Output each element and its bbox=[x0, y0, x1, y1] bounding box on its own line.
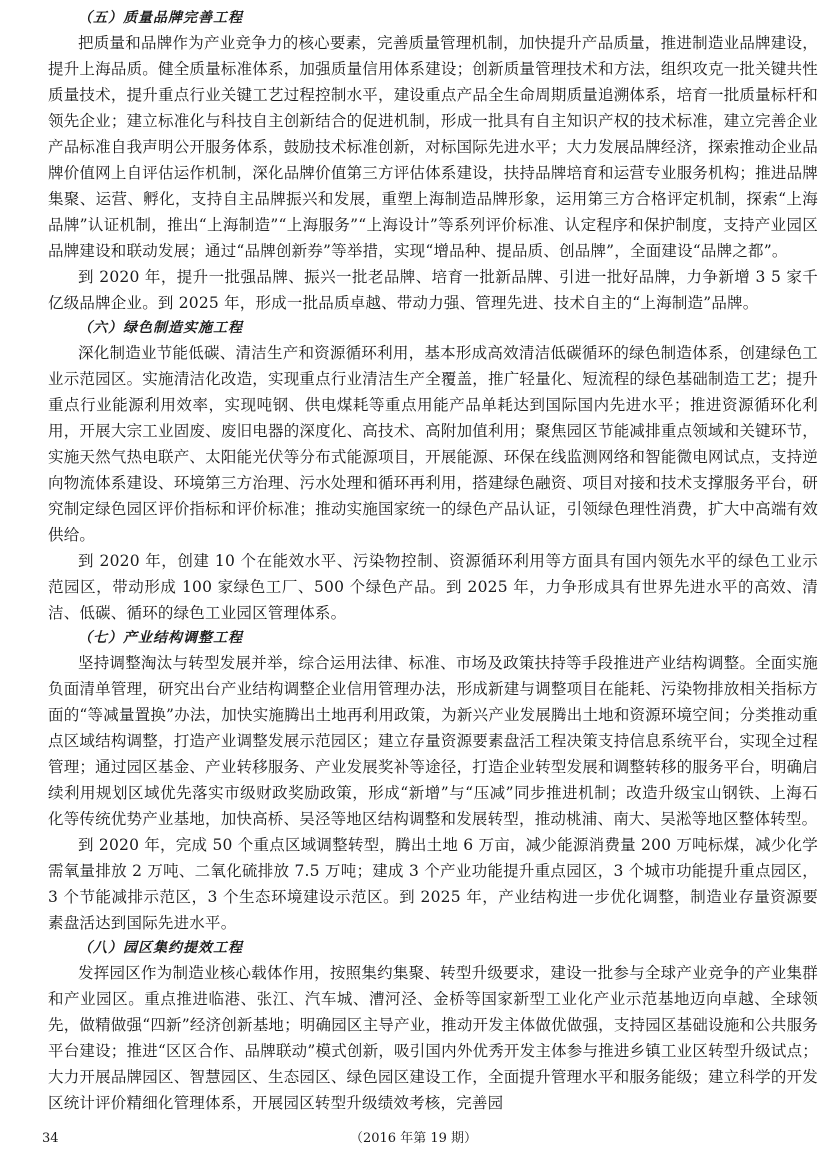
section-7 bbox=[48, 626, 818, 936]
section-5 bbox=[48, 6, 818, 316]
paragraph: 发挥园区作为制造业核心载体作用，按照集约集聚、转型升级要求，建设一批参与全球产业竞争的产业集群和产业园区。重点推进临港、张江、汽车城、漕河泾、金桥等国家新型工业化产业示范基地迈向卓越、全球领先，做精做强“四新”经济创新基地；明确园区主导产业，推动开发主体做优做强，支持园区基础设施和公共服务平台建设；推进“区区合作、品牌联动”模式创新，吸引国内外优秀开发主体参与推进乡镇工业区转型升级试点；大力开展品牌园区、智慧园区、生态园区、绿色园区建设工作，全面提升管理水平和服务能级；建立科学的开发区统计评价精细化管理体系，开展园区转型升级绩效考核，完善园 bbox=[48, 964, 818, 1112]
paragraph: 坚持调整淘汰与转型发展并举，综合运用法律、标准、市场及政策扶持等手段推进产业结构调整。全面实施负面清单管理，研究出台产业结构调整企业信用管理办法，形成新建与调整项目在能耗、污染物排放相关指标方面的“等减量置换”办法，加快实施腾出土地再利用政策，为新兴产业发展腾出土地和资源环境空间；分类推动重点区域结构调整，打造产业调整发展示范园区；建立存量资源要素盘活工程决策支持信息系统平台，实现全过程管理；通过园区基金、产业转移服务、产业发展奖补等途径，打造企业转型发展和调整转移的服务平台，明确启续利用规划区域优先落实市级财政奖励政策，形成“新增”与“压减”同步推进机制；改造升级宝山钢铁、上海石化等传统优势产业基地，加快高桥、吴泾等地区结构调整和发展转型，推动桃浦、南大、吴淞等地区整体转型。 bbox=[48, 654, 818, 828]
section-8 bbox=[48, 936, 818, 1116]
section-6 bbox=[48, 316, 818, 626]
section-heading: （八）园区集约提效工程 bbox=[78, 940, 243, 956]
document-page bbox=[48, 6, 818, 1116]
paragraph: 深化制造业节能低碳、清洁生产和资源循环利用，基本形成高效清洁低碳循环的绿色制造体系，创建绿色工业示范园区。实施清洁化改造，实现重点行业清洁生产全覆盖，推广轻量化、短流程的绿色基础制造工艺；提升重点行业能源利用效率，实现吨钢、供电煤耗等重点用能产品单耗达到国际国内先进水平；推进资源循环化利用，开展大宗工业固废、废旧电器的深度化、高技术、高附加值利用；聚焦园区节能减排重点领域和关键环节，实施天然气热电联产、太阳能光伏等分布式能源项目，开展能源、环保在线监测网络和智能微电网试点，支持逆向物流体系建设、环境第三方治理、污水处理和循环再利用，搭建绿色融资、项目对接和技术支撑服务平台，研究制定绿色园区评价指标和评价标准；推动实施国家统一的绿色产品认证，引领绿色理性消费，扩大中高端有效供给。 bbox=[48, 344, 818, 544]
issue-label: （2016 年第 19 期） bbox=[349, 1131, 478, 1146]
paragraph: 到 2020 年，完成 50 个重点区域调整转型，腾出土地 6 万亩，减少能源消费量 200 万吨标煤，减少化学需氧量排放 2 万吨、二氧化硫排放 7.5 万吨；建成 3 个产业功能提升重点园区，3 个城市功能提升重点园区，3 个节能减排示范区，3 个生态环境建设示范区。到 2025 年，产业结构进一步优化调整，制造业存量资源要素盘活达到国际先进水平。 bbox=[48, 836, 818, 932]
section-heading: （六）绿色制造实施工程 bbox=[78, 320, 243, 336]
section-heading: （五）质量品牌完善工程 bbox=[78, 10, 243, 26]
page-number: 34 bbox=[42, 1131, 59, 1146]
section-heading: （七）产业结构调整工程 bbox=[78, 630, 243, 646]
paragraph: 到 2020 年，创建 10 个在能效水平、污染物控制、资源循环利用等方面具有国内领先水平的绿色工业示范园区，带动形成 100 家绿色工厂、500 个绿色产品。到 2025 年，力争形成具有世界先进水平的高效、清洁、低碳、循环的绿色工业园区管理体系。 bbox=[48, 552, 818, 622]
paragraph: 把质量和品牌作为产业竞争力的核心要素，完善质量管理机制，加快提升产品质量，推进制造业品牌建设，提升上海品质。健全质量标准体系，加强质量信用体系建设；创新质量管理技术和方法，组织攻克一批关键共性质量技术，提升重点行业关键工艺过程控制水平，建设重点产品全生命周期质量追溯体系，培育一批质量标杆和领先企业；建立标准化与科技自主创新结合的促进机制，形成一批具有自主知识产权的技术标准，建立完善企业产品标准自我声明公开服务体系，鼓励技术标准创新，对标国际先进水平；大力发展品牌经济，探索推动企业品牌价值网上自评估运作机制，深化品牌价值第三方评估体系建设，扶持品牌培育和运营专业服务机构；推进品牌集聚、运营、孵化，支持自主品牌振兴和发展，重塑上海制造品牌形象，运用第三方合格评定机制，探索“上海品牌”认证机制，推出“上海制造”“上海服务”“上海设计”等系列评价标准、认定程序和保护制度，支持产业园区品牌建设和联动发展；通过“品牌创新券”等举措，实现“增品种、提品质、创品牌”，全面建设“品牌之都”。 bbox=[48, 34, 818, 260]
paragraph: 到 2020 年，提升一批强品牌、振兴一批老品牌、培育一批新品牌、引进一批好品牌，力争新增 3 5 家千亿级品牌企业。到 2025 年，形成一批品质卓越、带动力强、管理先进、技术自主的“上海制造”品牌。 bbox=[48, 268, 818, 312]
